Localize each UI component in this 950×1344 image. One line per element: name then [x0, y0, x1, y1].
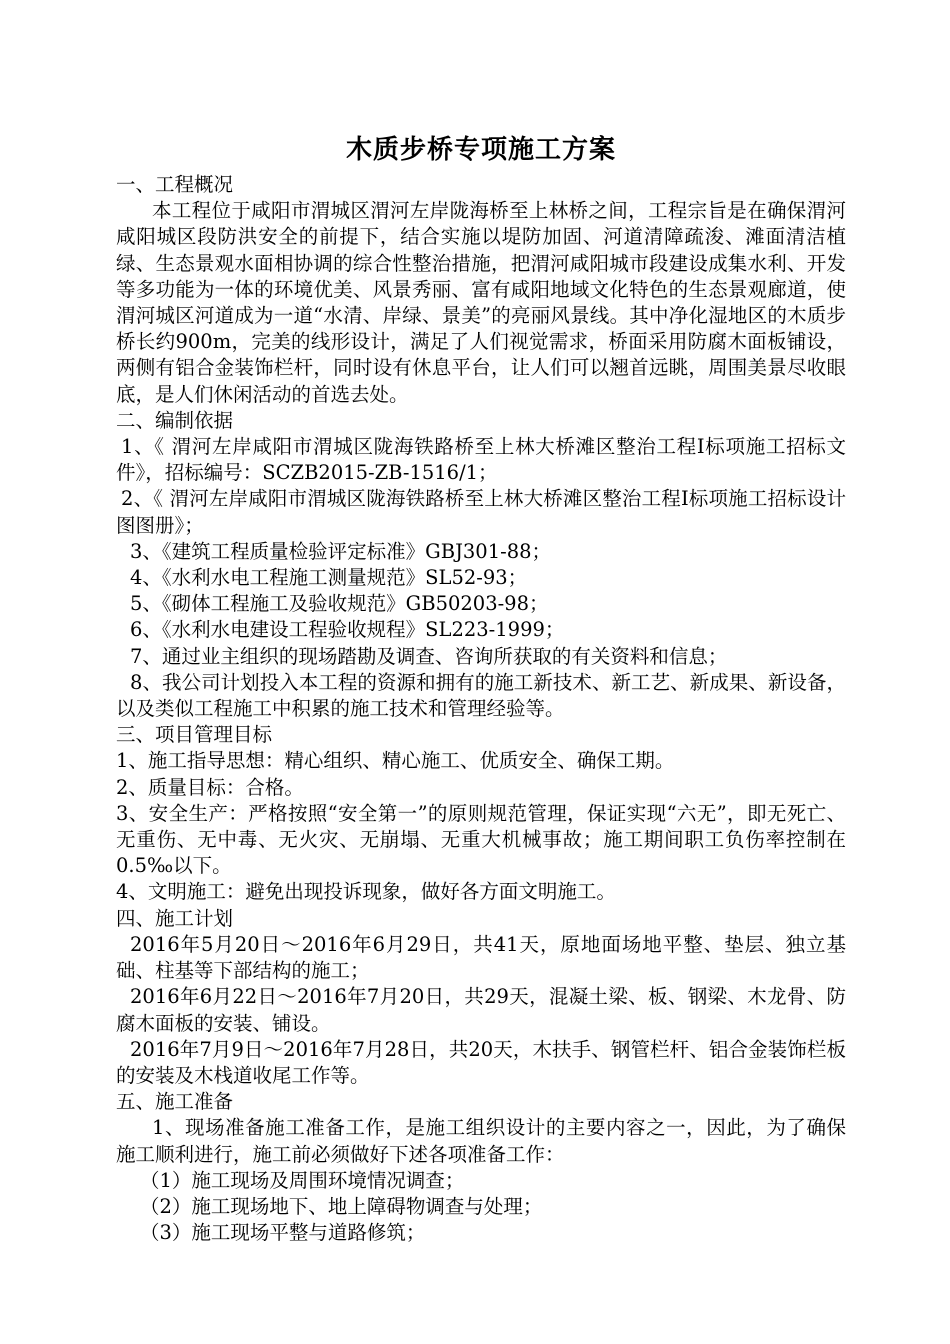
document-page [116, 0, 846, 1344]
plan-item-1: 2016年5月20日～2016年6月29日，共41天，原地面场地平整、垫层、独立基础、柱基等下部结构的施工； [116, 932, 846, 983]
basis-item-2: 2、《 渭河左岸咸阳市渭城区陇海铁路桥至上林大桥滩区整治工程Ⅰ标项施工招标设计图图册》； [116, 487, 846, 537]
goal-item-4: 4、文明施工：避免出现投诉现象，做好各方面文明施工。 [116, 880, 616, 904]
basis-item-7: 7、通过业主组织的现场踏勘及调查、咨询所获取的有关资料和信息； [130, 644, 728, 668]
basis-item-1: 1、《 渭河左岸咸阳市渭城区陇海铁路桥至上林大桥滩区整治工程Ⅰ标项施工招标文件》，招标编号：SCZB2015-ZB-1516/1； [116, 435, 846, 485]
goal-item-2: 2、质量目标：合格。 [116, 775, 304, 799]
section-heading-plan: 四、施工计划 [116, 906, 234, 930]
plan-item-3: 2016年7月9日～2016年7月28日，共20天，木扶手、钢管栏杆、铝合金装饰栏板的安装及木栈道收尾工作等。 [116, 1037, 846, 1087]
section-heading-overview: 一、工程概况 [116, 173, 234, 196]
plan-item-2: 2016年6月22日～2016年7月20日，共29天，混凝土梁、板、钢梁、木龙骨、防腐木面板的安装、铺设。 [116, 985, 846, 1035]
goal-item-1: 1、施工指导思想：精心组织、精心施工、优质安全、确保工期。 [116, 749, 675, 773]
document-title: 木质步桥专项施工方案 [345, 135, 616, 165]
section-heading-preparation: 五、施工准备 [116, 1090, 234, 1114]
document-body [116, 172, 846, 1246]
goal-item-3: 3、安全生产：严格按照“安全第一”的原则规范管理，保证实现“六无”，即无死亡、无重伤、无中毒、无火灾、无崩塌、无重大机械事故；施工期间职工负伤率控制在0.5‰以下。 [116, 801, 846, 878]
section-heading-basis: 二、编制依据 [116, 408, 234, 432]
preparation-item-3: （3）施工现场平整与道路修筑； [140, 1221, 426, 1245]
basis-item-5: 5、《砌体工程施工及验收规范》GB50203-98； [130, 592, 549, 616]
preparation-item-2: （2）施工现场地下、地上障碍物调查与处理； [140, 1194, 543, 1218]
basis-item-8: 8、我公司计划投入本工程的资源和拥有的施工新技术、新工艺、新成果、新设备，以及类似工程施工中积累的施工技术和管理经验等。 [116, 670, 846, 721]
overview-paragraph: 本工程位于咸阳市渭城区渭河左岸陇海桥至上林桥之间，工程宗旨是在确保渭河咸阳城区段防洪安全的前提下，结合实施以堤防加固、河道清障疏浚、滩面清洁植绿、生态景观水面相协调的综合性整治措施，把渭河咸阳城市段建设成集水利、开发等多功能为一体的环境优美、风景秀丽、富有咸阳地域文化特色的生态景观廊道，使渭河城区河道成为一道“水清、岸绿、景美”的亮丽风景线。其中净化湿地区的木质步桥长约900m，完美的线形设计，满足了人们视觉需求，桥面采用防腐木面板铺设，两侧有铝合金装饰栏杆，同时设有休息平台，让人们可以翘首远眺，周围美景尽收眼底，是人们休闲活动的首选去处。 [116, 199, 846, 406]
basis-item-3: 3、《建筑工程质量检验评定标准》GBJ301-88； [130, 539, 552, 563]
basis-item-4: 4、《水利水电工程施工测量规范》SL52-93； [130, 566, 528, 590]
section-heading-goals: 三、项目管理目标 [116, 723, 273, 747]
preparation-item-1: （1）施工现场及周围环境情况调查； [140, 1168, 465, 1192]
basis-item-6: 6、《水利水电建设工程验收规程》SL223-1999； [130, 618, 565, 642]
preparation-paragraph: 1、现场准备施工准备工作，是施工组织设计的主要内容之一，因此，为了确保施工顺利进行，施工前必须做好下述各项准备工作： [116, 1116, 846, 1166]
